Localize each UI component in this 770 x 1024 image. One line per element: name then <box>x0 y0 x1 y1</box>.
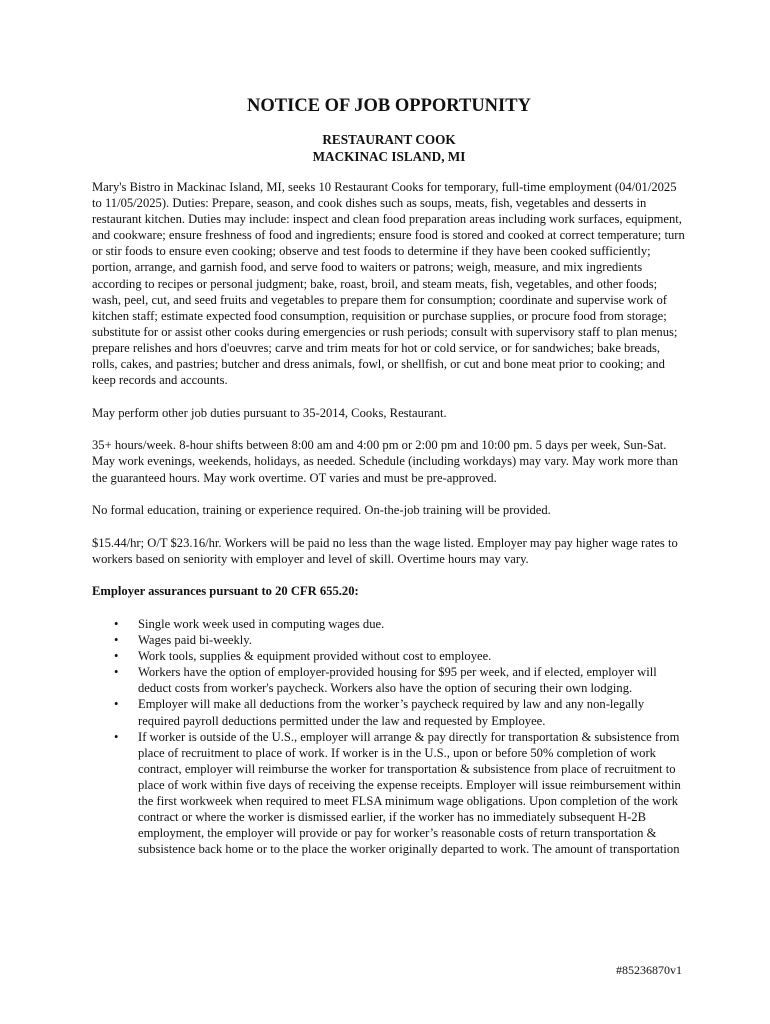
duties-paragraph: Mary's Bistro in Mackinac Island, MI, seeks 10 Restaurant Cooks for temporary, full-time employment (04/01/2025 to 11/05/2025). Duties: Prepare, season, and cook dishes such as soups, meats, fish, vegetables and desserts in restaurant kitchen. Duties may include: inspect and clean food preparation areas including work surfaces, equipment, and cookware; ensure freshness of food and ingredients; ensure food is stored and cooked at correct temperature; turn or stir foods to ensure even cooking; observe and test foods to determine if they have been cooked sufficiently; portion, arrange, and garnish food, and serve food to waiters or patrons; weigh, measure, and mix ingredients according to recipes or personal judgment; bake, roast, broil, and steam meats, fish, vegetables, and other foods; wash, peel, cut, and seed fruits and vegetables to prepare them for consumption; coordinate and supervise work of kitchen staff; estimate expected food consumption, requisition or purchase supplies, or procure food from storage; substitute for or assist other cooks during emergencies or rush periods; consult with supervisory staff to plan menus; prepare relishes and hors d'oeuvres; carve and trim meats for hot or cold service, or for sandwiches; bake breads, rolls, cakes, and pastries; butcher and dress animals, fowl, or shellfish, or cut and bone meat prior to cooking; and keep records and accounts. <box>92 180 685 388</box>
list-item <box>92 648 686 664</box>
job-location: MACKINAC ISLAND, MI <box>312 148 466 164</box>
assurances-list <box>92 616 686 857</box>
job-title: RESTAURANT COOK <box>322 132 456 147</box>
bullet-icon: • <box>114 665 119 680</box>
education-paragraph: No formal education, training or experience required. On-the-job training will be provided. <box>92 503 551 518</box>
list-item-text: Single work week used in computing wages due. <box>138 616 385 631</box>
document-body <box>92 94 686 857</box>
bullet-icon: • <box>114 616 119 631</box>
page-title: NOTICE OF JOB OPPORTUNITY <box>247 96 531 116</box>
list-item <box>92 632 686 648</box>
wage-paragraph: $15.44/hr; O/T $23.16/hr. Workers will be paid no less than the wage listed. Employer may pay higher wage rates to workers based on seniority with employer and level of skill. Overtime hours may vary. <box>92 535 678 566</box>
bullet-icon: • <box>114 649 119 664</box>
bullet-icon: • <box>114 729 119 744</box>
list-item <box>92 616 686 632</box>
hours-paragraph: 35+ hours/week. 8-hour shifts between 8:00 am and 4:00 pm or 2:00 pm and 10:00 pm. 5 days per week, Sun-Sat. May work evenings, weekends, holidays, as needed. Schedule (including workdays) may vary. May work more than the guaranteed hours. May work overtime. OT varies and must be pre-approved. <box>92 438 679 485</box>
bullet-icon: • <box>114 697 119 712</box>
list-item-text: Employer will make all deductions from the worker’s paycheck required by law and any non-legally required payroll deductions permitted under the law and requested by Employee. <box>138 697 645 728</box>
document-id-footer: #85236870v1 <box>616 963 682 977</box>
list-item <box>92 729 686 858</box>
list-item-text: Wages paid bi-weekly. <box>138 633 252 648</box>
job-code-paragraph: May perform other job duties pursuant to 35-2014, Cooks, Restaurant. <box>92 405 447 420</box>
list-item-text: Work tools, supplies & equipment provided without cost to employee. <box>138 649 492 664</box>
bullet-icon: • <box>114 633 119 648</box>
list-item-text: If worker is outside of the U.S., employer will arrange & pay directly for transportation & subsistence from place of recruitment to place of work. If worker is in the U.S., upon or before 50% completion of work contract, employer will reimburse the worker for transportation & subsistence from place of recruitment to place of work within five days of receiving the expense receipts. Employer will issue reimbursement within the first workweek when required to meet FLSA minimum wage obligations. Upon completion of the work contract or where the worker is dismissed earlier, if the worker has no immediately subsequent H-2B employment, the employer will provide or pay for worker’s reasonable costs of return transportation & subsistence back home or to the place the worker originally departed to work. The amount of transportation <box>138 729 681 857</box>
subtitle-block <box>92 132 686 165</box>
assurances-heading: Employer assurances pursuant to 20 CFR 655.20: <box>92 584 359 599</box>
list-item <box>92 664 686 696</box>
list-item-text: Workers have the option of employer-provided housing for $95 per week, and if elected, employer will deduct costs from worker's paycheck. Workers also have the option of securing their own lodging. <box>138 665 657 696</box>
list-item <box>92 696 686 728</box>
